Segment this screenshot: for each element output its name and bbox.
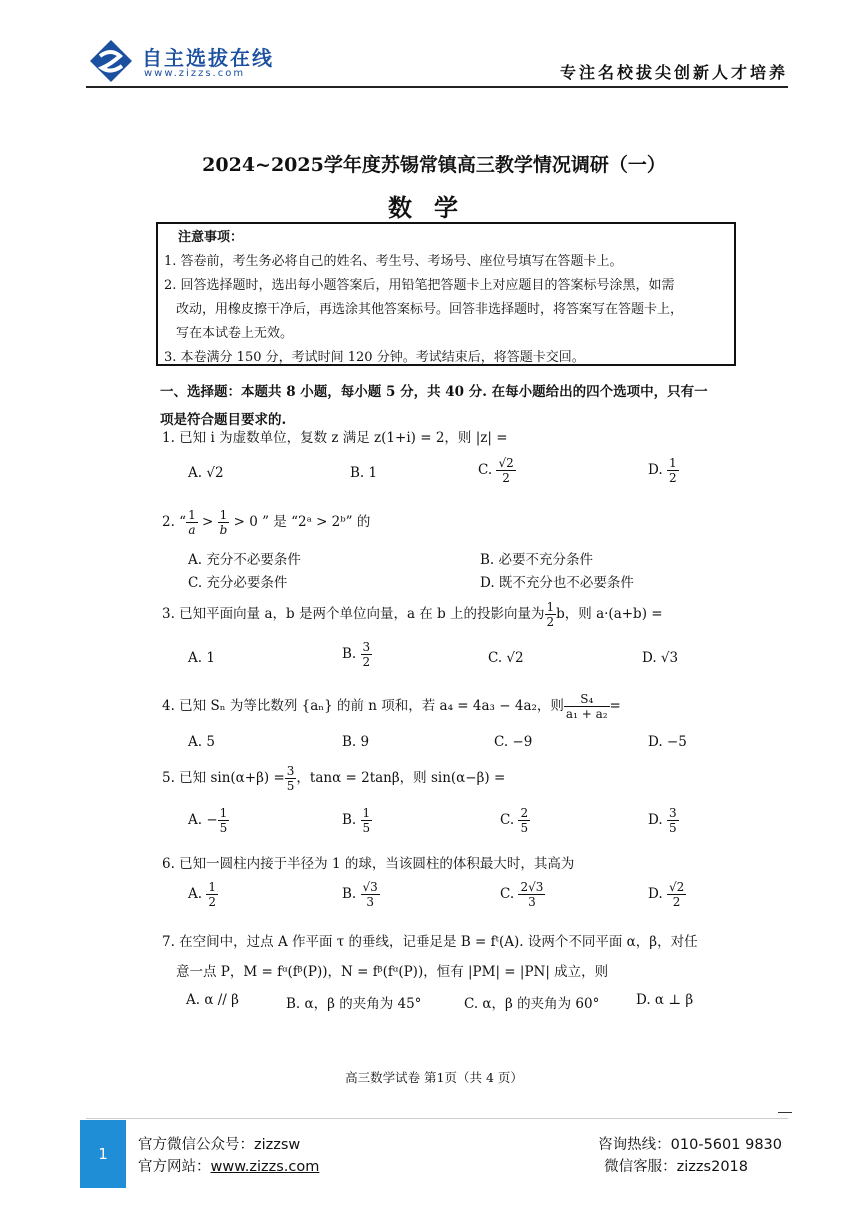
notice-heading: 注意事项： <box>178 230 244 245</box>
question-3-option-a: A. 1 <box>188 650 215 666</box>
question-3-option-c: C. √2 <box>488 650 524 666</box>
question-7-stem: 意一点 P，M = fᵅ(fᵝ(P))，N = fᵝ(fᵅ(P))，恒有 |PM| = |PN| 成立，则 <box>176 964 609 980</box>
question-5-option-b: B. $\frac{1}{5}$ <box>342 806 371 835</box>
question-6-option-b: B. $\frac{√3}{3}$ <box>342 880 378 909</box>
exam-subject: 数学 <box>388 193 480 222</box>
question-1-option-c: C. $\frac{√2}{2}$ <box>478 456 514 485</box>
question-6-option-a: A. $\frac{1}{2}$ <box>188 880 216 909</box>
notice-box <box>156 222 736 366</box>
question-7-option-c: C. α，β 的夹角为 60° <box>464 996 600 1012</box>
site-link[interactable]: www.zizzs.com <box>210 1159 320 1175</box>
question-4-option-a: A. 5 <box>188 734 215 750</box>
footer-dash <box>778 1112 792 1113</box>
question-7-option-b: B. α，β 的夹角为 45° <box>286 996 422 1012</box>
question-2-stem: 2. “ $\frac{1}{a}$ > $\frac{1}{b}$ > 0 ” 是 “2ᵃ > 2ᵇ” 的 <box>162 508 371 537</box>
question-1-option-a: A. √2 <box>188 465 224 481</box>
wechat-service: 微信客服：zizzs2018 <box>604 1159 748 1175</box>
logo-icon <box>88 38 134 84</box>
wechat-label: 官方微信公众号：zizzsw <box>138 1137 301 1153</box>
question-4-option-d: D. −5 <box>648 734 687 750</box>
question-4-option-c: C. −9 <box>494 734 533 750</box>
question-2-option-c: C. 充分必要条件 <box>188 575 288 591</box>
footer-left <box>138 1134 319 1178</box>
section-heading-line: 项是符合题目要求的. <box>160 412 287 428</box>
question-1-stem: 1. 已知 i 为虚数单位，复数 z 满足 z(1+i) = 2，则 |z| = <box>162 430 508 446</box>
question-7-option-a: A. α // β <box>186 992 239 1008</box>
question-1-option-b: B. 1 <box>350 465 378 481</box>
question-2-option-a: A. 充分不必要条件 <box>188 552 301 568</box>
header-divider <box>86 86 788 88</box>
question-1-option-d: D. $\frac{1}{2}$ <box>648 456 677 485</box>
question-6-option-c: C. $\frac{2√3}{3}$ <box>500 880 544 909</box>
footer-divider <box>86 1118 788 1119</box>
logo-name: 自主选拔在线 <box>142 46 274 70</box>
exam-title: 2024~2025学年度苏锡常镇高三教学情况调研（一） <box>202 154 666 176</box>
question-5-option-a: A. − $\frac{1}{5}$ <box>188 806 228 835</box>
notice-item: 3. 本卷满分 150 分，考试时间 120 分钟。考试结束后，将答题卡交回。 <box>164 350 585 365</box>
notice-item: 写在本试卷上无效。 <box>176 326 294 341</box>
site-line: 官方网站：www.zizzs.com <box>138 1159 320 1175</box>
question-6-stem: 6. 已知一圆柱内接于半径为 1 的球，当该圆柱的体积最大时，其高为 <box>162 856 575 872</box>
question-2-option-d: D. 既不充分也不必要条件 <box>480 575 634 591</box>
section-heading-line: 一、选择题：本题共 8 小题，每小题 5 分，共 40 分. 在每小题给出的四个选项中，只有一 <box>160 384 708 400</box>
notice-item: 1. 答卷前，考生务必将自己的姓名、考生号、考场号、座位号填写在答题卡上。 <box>164 254 623 269</box>
question-5-option-d: D. $\frac{3}{5}$ <box>648 806 677 835</box>
question-6-option-d: D. $\frac{√2}{2}$ <box>648 880 685 909</box>
question-5-stem: 5. 已知 sin(α+β) = $\frac{3}{5}$ ，tanα = 2tanβ，则 sin(α−β) = <box>162 764 506 793</box>
logo <box>88 38 278 88</box>
question-2-option-b: B. 必要不充分条件 <box>480 552 594 568</box>
question-4-stem: 4. 已知 Sₙ 为等比数列 {aₙ} 的前 n 项和，若 a₄ = 4a₃ − 4a₂，则 $\frac{\text{S₄}}{\text{a₁ + a₂}}$ = <box>162 692 621 721</box>
logo-url: www.zizzs.com <box>144 68 246 79</box>
question-7-stem: 7. 在空间中，过点 A 作平面 τ 的垂线，记垂足是 B = fᵗ(A). 设两个不同平面 α，β，对任 <box>162 934 698 950</box>
page-number-tab: 1 <box>80 1120 126 1188</box>
question-7-option-d: D. α ⊥ β <box>636 992 694 1008</box>
notice-item: 2. 回答选择题时，选出每小题答案后，用铅笔把答题卡上对应题目的答案标号涂黑，如需 <box>164 278 675 293</box>
question-3-option-b: B. $\frac{3}{2}$ <box>342 640 371 669</box>
page-label: 高三数学试卷 第1页（共 4 页） <box>345 1070 523 1085</box>
header-slogan: 专注名校拔尖创新人才培养 <box>559 63 788 82</box>
question-5-option-c: C. $\frac{2}{5}$ <box>500 806 529 835</box>
footer-right <box>598 1134 782 1178</box>
question-4-option-b: B. 9 <box>342 734 370 750</box>
hotline: 咨询热线：010-5601 9830 <box>598 1137 782 1153</box>
notice-item: 改动，用橡皮擦干净后，再选涂其他答案标号。回答非选择题时，将答案写在答题卡上， <box>176 302 684 317</box>
question-3-stem: 3. 已知平面向量 a，b 是两个单位向量，a 在 b 上的投影向量为 $\frac{1}{2}$ b，则 a·(a+b) = <box>162 600 663 629</box>
question-3-option-d: D. √3 <box>642 650 679 666</box>
